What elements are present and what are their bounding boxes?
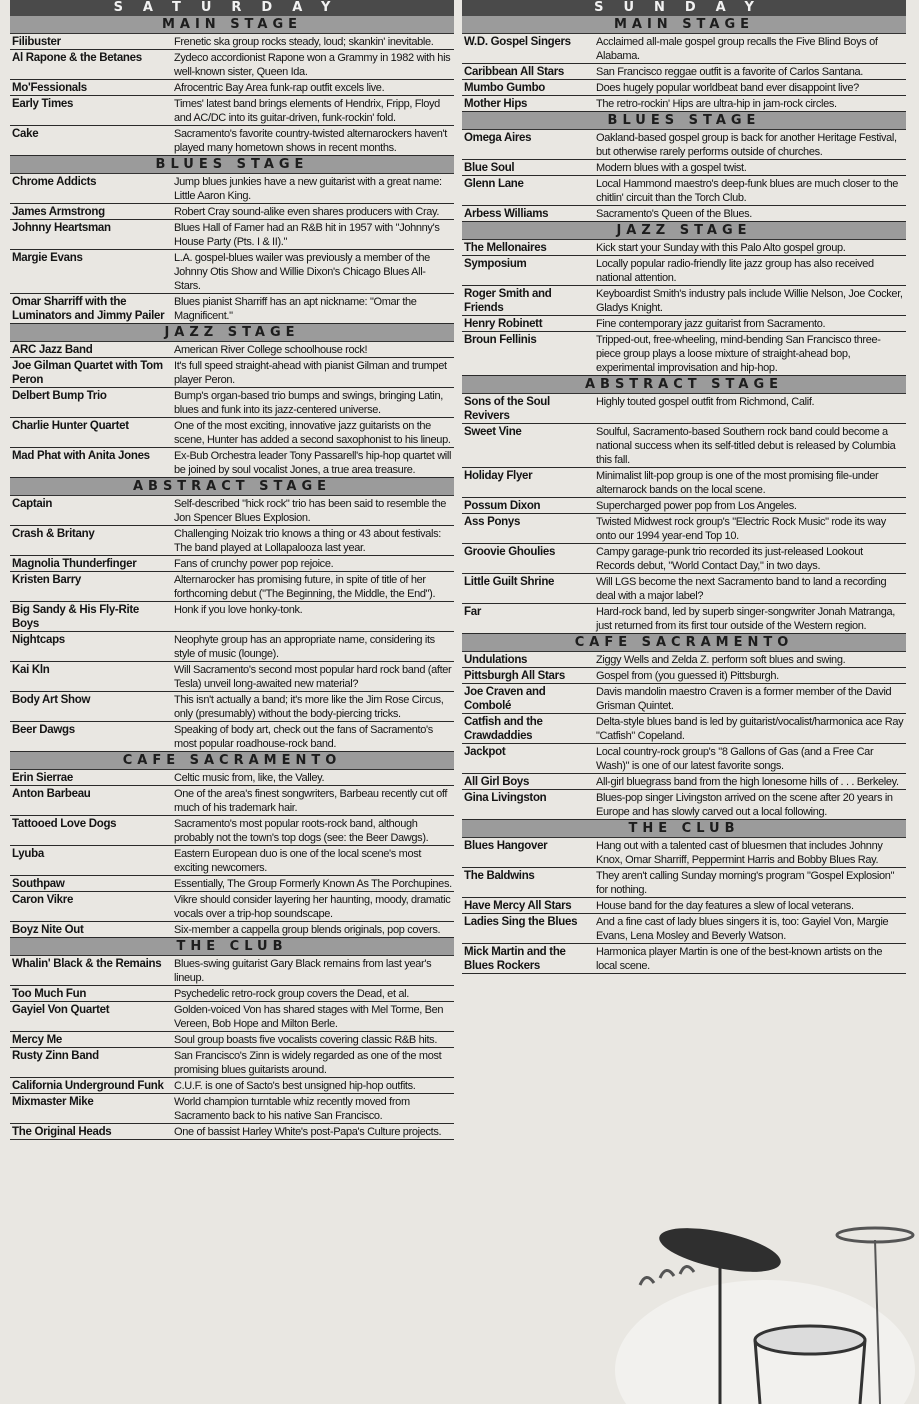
band-name: Cake — [12, 128, 39, 140]
band-name: ARC Jazz Band — [12, 344, 93, 356]
lineup-row — [10, 34, 454, 50]
lineup-row — [462, 34, 906, 64]
lineup-row — [10, 1124, 454, 1140]
band-name: Roger Smith and Friends — [464, 288, 552, 314]
lineup-row — [10, 892, 454, 922]
lineup-row — [462, 498, 906, 514]
lineup-row — [10, 250, 454, 294]
band-description: Harmonica player Martin is one of the best-known artists on the local scene. — [596, 946, 883, 972]
band-description: Highly touted gospel outfit from Richmond, Calif. — [596, 396, 815, 408]
lineup-row — [10, 96, 454, 126]
band-description: Davis mandolin maestro Craven is a former member of the David Grisman Quintet. — [596, 686, 892, 712]
band-description: Afrocentric Bay Area funk-rap outfit excels live. — [174, 82, 385, 94]
lineup-row — [10, 1094, 454, 1124]
band-description: Local country-rock group's "8 Gallons of Gas (and a Free Car Wash)" is one of our latest favorite songs. — [596, 746, 874, 772]
band-name: Mixmaster Mike — [12, 1096, 94, 1108]
band-description: Will Sacramento's second most popular hard rock band (after Tesla) unveil long-awaited new material? — [174, 664, 452, 690]
band-description: Acclaimed all-male gospel group recalls the Five Blind Boys of Alabama. — [596, 36, 878, 62]
band-name: Gina Livingston — [464, 792, 547, 804]
lineup-row — [462, 424, 906, 468]
band-name: Omar Sharriff with the Luminators and Jimmy Pailer — [12, 296, 165, 322]
stage-header: BLUES STAGE — [462, 112, 906, 130]
band-name: Jackpot — [464, 746, 506, 758]
band-name: Arbess Williams — [464, 208, 549, 220]
lineup-row — [10, 722, 454, 752]
drum-kit-icon — [610, 1190, 919, 1404]
band-name: Mother Hips — [464, 98, 528, 110]
band-description: Tripped-out, free-wheeling, mind-bending San Francisco three-piece group plays a loose mixture of straight-ahead bop, experimental improvisation and hip-hop. — [596, 334, 881, 374]
stage-header: CAFE SACRAMENTO — [462, 634, 906, 652]
band-description: Fine contemporary jazz guitarist from Sacramento. — [596, 318, 826, 330]
lineup-row — [10, 876, 454, 892]
band-name: Big Sandy & His Fly-Rite Boys — [12, 604, 139, 630]
band-name: Undulations — [464, 654, 528, 666]
band-name: Pittsburgh All Stars — [464, 670, 565, 682]
band-description: Does hugely popular worldbeat band ever disappoint live? — [596, 82, 859, 94]
lineup-row — [462, 914, 906, 944]
lineup-row — [462, 684, 906, 714]
band-description: Zydeco accordionist Rapone won a Grammy in 1982 with his well-known sister, Queen Ida. — [174, 52, 451, 78]
lineup-row — [10, 1048, 454, 1078]
stage-header: BLUES STAGE — [10, 156, 454, 174]
band-name: Groovie Ghoulies — [464, 546, 556, 558]
lineup-row — [10, 846, 454, 876]
band-description: Twisted Midwest rock group's "Electric Rock Music" rode its way onto our 1994 year-end Top 10. — [596, 516, 886, 542]
lineup-row — [10, 1032, 454, 1048]
band-name: Crash & Britany — [12, 528, 95, 540]
band-description: Eastern European duo is one of the local scene's most exciting newcomers. — [174, 848, 422, 874]
band-name: Mad Phat with Anita Jones — [12, 450, 150, 462]
lineup-row — [10, 50, 454, 80]
band-description: Ziggy Wells and Zelda Z. perform soft blues and swing. — [596, 654, 846, 666]
band-description: Sacramento's favorite country-twisted alternarockers haven't played many hometown shows in recent months. — [174, 128, 447, 154]
band-name: Body Art Show — [12, 694, 91, 706]
band-name: Henry Robinett — [464, 318, 543, 330]
band-name: The Original Heads — [12, 1126, 112, 1138]
lineup-row — [462, 944, 906, 974]
band-description: Six-member a cappella group blends originals, pop covers. — [174, 924, 441, 936]
stage-header: THE CLUB — [462, 820, 906, 838]
lineup-row — [10, 556, 454, 572]
band-name: Possum Dixon — [464, 500, 541, 512]
lineup-row — [462, 160, 906, 176]
stage-header: MAIN STAGE — [462, 16, 906, 34]
lineup-row — [10, 602, 454, 632]
music-notes-icon — [640, 1266, 694, 1285]
sunday-day-header: SUNDAY — [462, 0, 906, 16]
hi-hat-icon — [837, 1228, 913, 1242]
lineup-row — [10, 358, 454, 388]
band-description: Blues-swing guitarist Gary Black remains from last year's lineup. — [174, 958, 432, 984]
band-description: One of the most exciting, innovative jazz guitarists on the scene, Hunter has added a second saxophonist to his lineup. — [174, 420, 451, 446]
lineup-row — [10, 770, 454, 786]
band-description: Blues-pop singer Livingston arrived on the scene after 20 years in Europe and has slowly carved out a local following. — [596, 792, 893, 818]
band-description: American River College schoolhouse rock! — [174, 344, 368, 356]
band-name: California Underground Funk — [12, 1080, 164, 1092]
lineup-row — [462, 80, 906, 96]
lineup-row — [10, 572, 454, 602]
band-description: House band for the day features a slew of local veterans. — [596, 900, 854, 912]
band-name: James Armstrong — [12, 206, 105, 218]
band-description: Frenetic ska group rocks steady, loud; skankin' inevitable. — [174, 36, 434, 48]
band-name: Anton Barbeau — [12, 788, 91, 800]
band-description: Times' latest band brings elements of Hendrix, Fripp, Floyd and AC/DC into its guitar-driven, funk-rockin' fold. — [174, 98, 440, 124]
lineup-row — [10, 204, 454, 220]
lineup-row — [10, 986, 454, 1002]
band-name: Caribbean All Stars — [464, 66, 564, 78]
band-description: Will LGS become the next Sacramento band to land a recording deal with a major label? — [596, 576, 887, 602]
band-name: Glenn Lane — [464, 178, 524, 190]
band-description: Essentially, The Group Formerly Known As The Porchupines. — [174, 878, 452, 890]
band-description: Psychedelic retro-rock group covers the Dead, et al. — [174, 988, 409, 1000]
band-description: Hang out with a talented cast of bluesmen that includes Johnny Knox, Omar Sharriff, Peppermint Harris and Bobby Blues Ray. — [596, 840, 883, 866]
band-description: Locally popular radio-friendly lite jazz group has also received national attention. — [596, 258, 874, 284]
stage-header: JAZZ STAGE — [10, 324, 454, 342]
band-name: All Girl Boys — [464, 776, 530, 788]
lineup-row — [462, 868, 906, 898]
band-name: Have Mercy All Stars — [464, 900, 572, 912]
band-description: Challenging Noizak trio knows a thing or 43 about festivals: The band played at Lollapalooza last year. — [174, 528, 441, 554]
band-description: Robert Cray sound-alike even shares producers with Cray. — [174, 206, 440, 218]
band-name: Filibuster — [12, 36, 61, 48]
band-description: Jump blues junkies have a new guitarist with a great name: Little Aaron King. — [174, 176, 442, 202]
band-name: Gayiel Von Quartet — [12, 1004, 110, 1016]
band-description: One of bassist Harley White's post-Papa's Culture projects. — [174, 1126, 442, 1138]
lineup-row — [462, 574, 906, 604]
lineup-row — [10, 448, 454, 478]
lineup-row — [10, 786, 454, 816]
band-description: Kick start your Sunday with this Palo Alto gospel group. — [596, 242, 846, 254]
band-name: Joe Gilman Quartet with Tom Peron — [12, 360, 163, 386]
band-description: Minimalist lilt-pop group is one of the most promising file-under alternarock bands on the local scene. — [596, 470, 879, 496]
band-name: Southpaw — [12, 878, 65, 890]
lineup-row — [10, 662, 454, 692]
lineup-row — [10, 526, 454, 556]
lineup-row — [462, 130, 906, 160]
lineup-row — [10, 174, 454, 204]
band-description: Campy garage-punk trio recorded its just-released Lookout Records debut, "World Contact Day," in two days. — [596, 546, 863, 572]
lineup-row — [10, 80, 454, 96]
band-name: Nightcaps — [12, 634, 65, 646]
band-description: Modern blues with a gospel twist. — [596, 162, 747, 174]
band-name: Captain — [12, 498, 53, 510]
stage-header: JAZZ STAGE — [462, 222, 906, 240]
lineup-row — [462, 468, 906, 498]
lineup-row — [462, 744, 906, 774]
lineup-row — [462, 774, 906, 790]
band-name: Mercy Me — [12, 1034, 63, 1046]
band-name: Broun Fellinis — [464, 334, 537, 346]
band-description: World champion turntable whiz recently moved from Sacramento back to his native San Francisco. — [174, 1096, 410, 1122]
band-description: Celtic music from, like, the Valley. — [174, 772, 325, 784]
band-description: Gospel from (you guessed it) Pittsburgh. — [596, 670, 779, 682]
lineup-row — [10, 294, 454, 324]
band-description: Bump's organ-based trio bumps and swings, bringing Latin, blues and funk into its jazz-centered universe. — [174, 390, 443, 416]
lineup-row — [10, 816, 454, 846]
band-description: Soulful, Sacramento-based Southern rock band could become a national success when its self-titled debut is released by Columbia this fall. — [596, 426, 896, 466]
band-name: Kai Kln — [12, 664, 50, 676]
band-name: Al Rapone & the Betanes — [12, 52, 142, 64]
lineup-row — [462, 316, 906, 332]
lineup-row — [462, 332, 906, 376]
band-description: San Francisco reggae outfit is a favorite of Carlos Santana. — [596, 66, 863, 78]
band-description: Ex-Bub Orchestra leader Tony Passarell's hip-hop quartet will be joined by soul vocalist Jones, a true area treasure. — [174, 450, 452, 476]
band-name: Lyuba — [12, 848, 44, 860]
band-name: The Baldwins — [464, 870, 535, 882]
band-description: And a fine cast of lady blues singers it is, too: Gayiel Von, Margie Evans, Lena Mosley and Beverly Watson. — [596, 916, 889, 942]
lineup-row — [10, 632, 454, 662]
lineup-row — [10, 1002, 454, 1032]
band-name: Mick Martin and the Blues Rockers — [464, 946, 566, 972]
lineup-row — [462, 514, 906, 544]
band-name: Blues Hangover — [464, 840, 548, 852]
stage-header: ABSTRACT STAGE — [462, 376, 906, 394]
lineup-row — [10, 922, 454, 938]
lineup-row — [10, 1078, 454, 1094]
band-description: Local Hammond maestro's deep-funk blues are much closer to the chitlin' circuit than the Torch Club. — [596, 178, 899, 204]
lineup-row — [462, 394, 906, 424]
band-description: Delta-style blues band is led by guitarist/vocalist/harmonica ace Ray "Catfish" Copeland. — [596, 716, 904, 742]
band-name: Sweet Vine — [464, 426, 522, 438]
sunday-column — [462, 0, 906, 974]
band-name: Ass Ponys — [464, 516, 521, 528]
band-description: Honk if you love honky-tonk. — [174, 604, 303, 616]
lineup-row — [462, 544, 906, 574]
stage-header: MAIN STAGE — [10, 16, 454, 34]
band-name: Delbert Bump Trio — [12, 390, 107, 402]
band-description: Self-described "hick rock" trio has been said to resemble the Jon Spencer Blues Explosion. — [174, 498, 446, 524]
band-description: San Francisco's Zinn is widely regarded as one of the most promising blues guitarists around. — [174, 1050, 442, 1076]
band-description: This isn't actually a band; it's more like the Jim Rose Circus, only (presumably) without the body-piercing tricks. — [174, 694, 444, 720]
lineup-row — [462, 206, 906, 222]
stage-header: THE CLUB — [10, 938, 454, 956]
lineup-row — [462, 790, 906, 820]
band-description: They aren't calling Sunday morning's program "Gospel Explosion" for nothing. — [596, 870, 895, 896]
lineup-row — [462, 240, 906, 256]
band-description: L.A. gospel-blues wailer was previously a member of the Johnny Otis Show and Willie Dixon's Chicago Blues All-Stars. — [174, 252, 430, 292]
band-name: Magnolia Thunderfinger — [12, 558, 137, 570]
band-description: Blues Hall of Famer had an R&B hit in 1957 with "Johnny's House Party (Pts. I & II)." — [174, 222, 440, 248]
band-name: Mo'Fessionals — [12, 82, 87, 94]
band-name: Sons of the Soul Revivers — [464, 396, 550, 422]
lineup-row — [462, 64, 906, 80]
lineup-row — [10, 956, 454, 986]
band-name: Kristen Barry — [12, 574, 81, 586]
band-name: Too Much Fun — [12, 988, 87, 1000]
lineup-row — [462, 668, 906, 684]
lineup-row — [10, 126, 454, 156]
stage-header: ABSTRACT STAGE — [10, 478, 454, 496]
lineup-row — [462, 898, 906, 914]
band-name: Johnny Heartsman — [12, 222, 111, 234]
band-name: The Mellonaires — [464, 242, 547, 254]
band-name: Far — [464, 606, 481, 618]
band-description: Keyboardist Smith's industry pals include Willie Nelson, Joe Cocker, Gladys Knight. — [596, 288, 903, 314]
band-name: Holiday Flyer — [464, 470, 533, 482]
lineup-row — [462, 652, 906, 668]
lineup-row — [10, 220, 454, 250]
lineup-row — [462, 96, 906, 112]
band-name: Caron Vikre — [12, 894, 74, 906]
saturday-day-header: SATURDAY — [10, 0, 454, 16]
band-description: The retro-rockin' Hips are ultra-hip in jam-rock circles. — [596, 98, 837, 110]
band-description: Speaking of body art, check out the fans of Sacramento's most popular roadhouse-rock band. — [174, 724, 433, 750]
band-description: Hard-rock band, led by superb singer-songwriter Jonah Matranga, just returned from its first tour outside of the Western region. — [596, 606, 895, 632]
lineup-row — [10, 496, 454, 526]
band-name: Joe Craven and Combolé — [464, 686, 546, 712]
band-name: Whalin' Black & the Remains — [12, 958, 162, 970]
band-name: Beer Dawgs — [12, 724, 75, 736]
band-name: Rusty Zinn Band — [12, 1050, 99, 1062]
band-description: C.U.F. is one of Sacto's best unsigned hip-hop outfits. — [174, 1080, 416, 1092]
band-description: Soul group boasts five vocalists covering classic R&B hits. — [174, 1034, 438, 1046]
band-name: Erin Sierrae — [12, 772, 73, 784]
stage-header: CAFE SACRAMENTO — [10, 752, 454, 770]
band-name: Blue Soul — [464, 162, 515, 174]
band-description: Sacramento's Queen of the Blues. — [596, 208, 752, 220]
lineup-row — [10, 388, 454, 418]
band-description: Golden-voiced Von has shared stages with Mel Torme, Ben Vereen, Bob Hope and Milton Berle. — [174, 1004, 444, 1030]
band-description: Blues pianist Sharriff has an apt nickname: "Omar the Magnificent." — [174, 296, 417, 322]
band-description: Alternarocker has promising future, in spite of title of her forthcoming debut ("The Beginning, the Middle, the End"). — [174, 574, 436, 600]
lineup-row — [462, 286, 906, 316]
band-name: Omega Aires — [464, 132, 532, 144]
band-description: Vikre should consider layering her haunting, moody, dramatic vocals over a trip-hop soundscape. — [174, 894, 451, 920]
lineup-row — [462, 714, 906, 744]
saturday-stages — [10, 16, 454, 1140]
band-description: One of the area's finest songwriters, Barbeau recently cut off much of his trademark hair. — [174, 788, 448, 814]
band-name: Boyz Nite Out — [12, 924, 84, 936]
band-name: Charlie Hunter Quartet — [12, 420, 129, 432]
band-description: Sacramento's most popular roots-rock band, although probably not the town's top dogs (see: the Beer Dawgs). — [174, 818, 429, 844]
band-description: It's full speed straight-ahead with pianist Gilman and trumpet player Peron. — [174, 360, 447, 386]
band-description: Supercharged power pop from Los Angeles. — [596, 500, 797, 512]
band-name: Little Guilt Shrine — [464, 576, 555, 588]
lineup-row — [10, 342, 454, 358]
band-name: Ladies Sing the Blues — [464, 916, 578, 928]
band-name: Tattooed Love Dogs — [12, 818, 117, 830]
band-description: Fans of crunchy power pop rejoice. — [174, 558, 334, 570]
band-name: Margie Evans — [12, 252, 83, 264]
saturday-column — [10, 0, 454, 1140]
sunday-stages — [462, 16, 906, 974]
lineup-row — [10, 692, 454, 722]
lineup-row — [462, 256, 906, 286]
drum-head-icon — [755, 1326, 865, 1354]
band-description: Oakland-based gospel group is back for another Heritage Festival, but otherwise rarely performs outside of churches. — [596, 132, 897, 158]
lineup-row — [462, 604, 906, 634]
band-name: Chrome Addicts — [12, 176, 97, 188]
band-name: Catfish and the Crawdaddies — [464, 716, 543, 742]
band-name: Early Times — [12, 98, 74, 110]
band-description: Neophyte group has an appropriate name, considering its style of music (lounge). — [174, 634, 435, 660]
band-name: Symposium — [464, 258, 527, 270]
band-description: All-girl bluegrass band from the high lonesome hills of . . . Berkeley. — [596, 776, 899, 788]
band-name: Mumbo Gumbo — [464, 82, 546, 94]
lineup-row — [462, 838, 906, 868]
lineup-row — [462, 176, 906, 206]
band-name: W.D. Gospel Singers — [464, 36, 571, 48]
lineup-row — [10, 418, 454, 448]
